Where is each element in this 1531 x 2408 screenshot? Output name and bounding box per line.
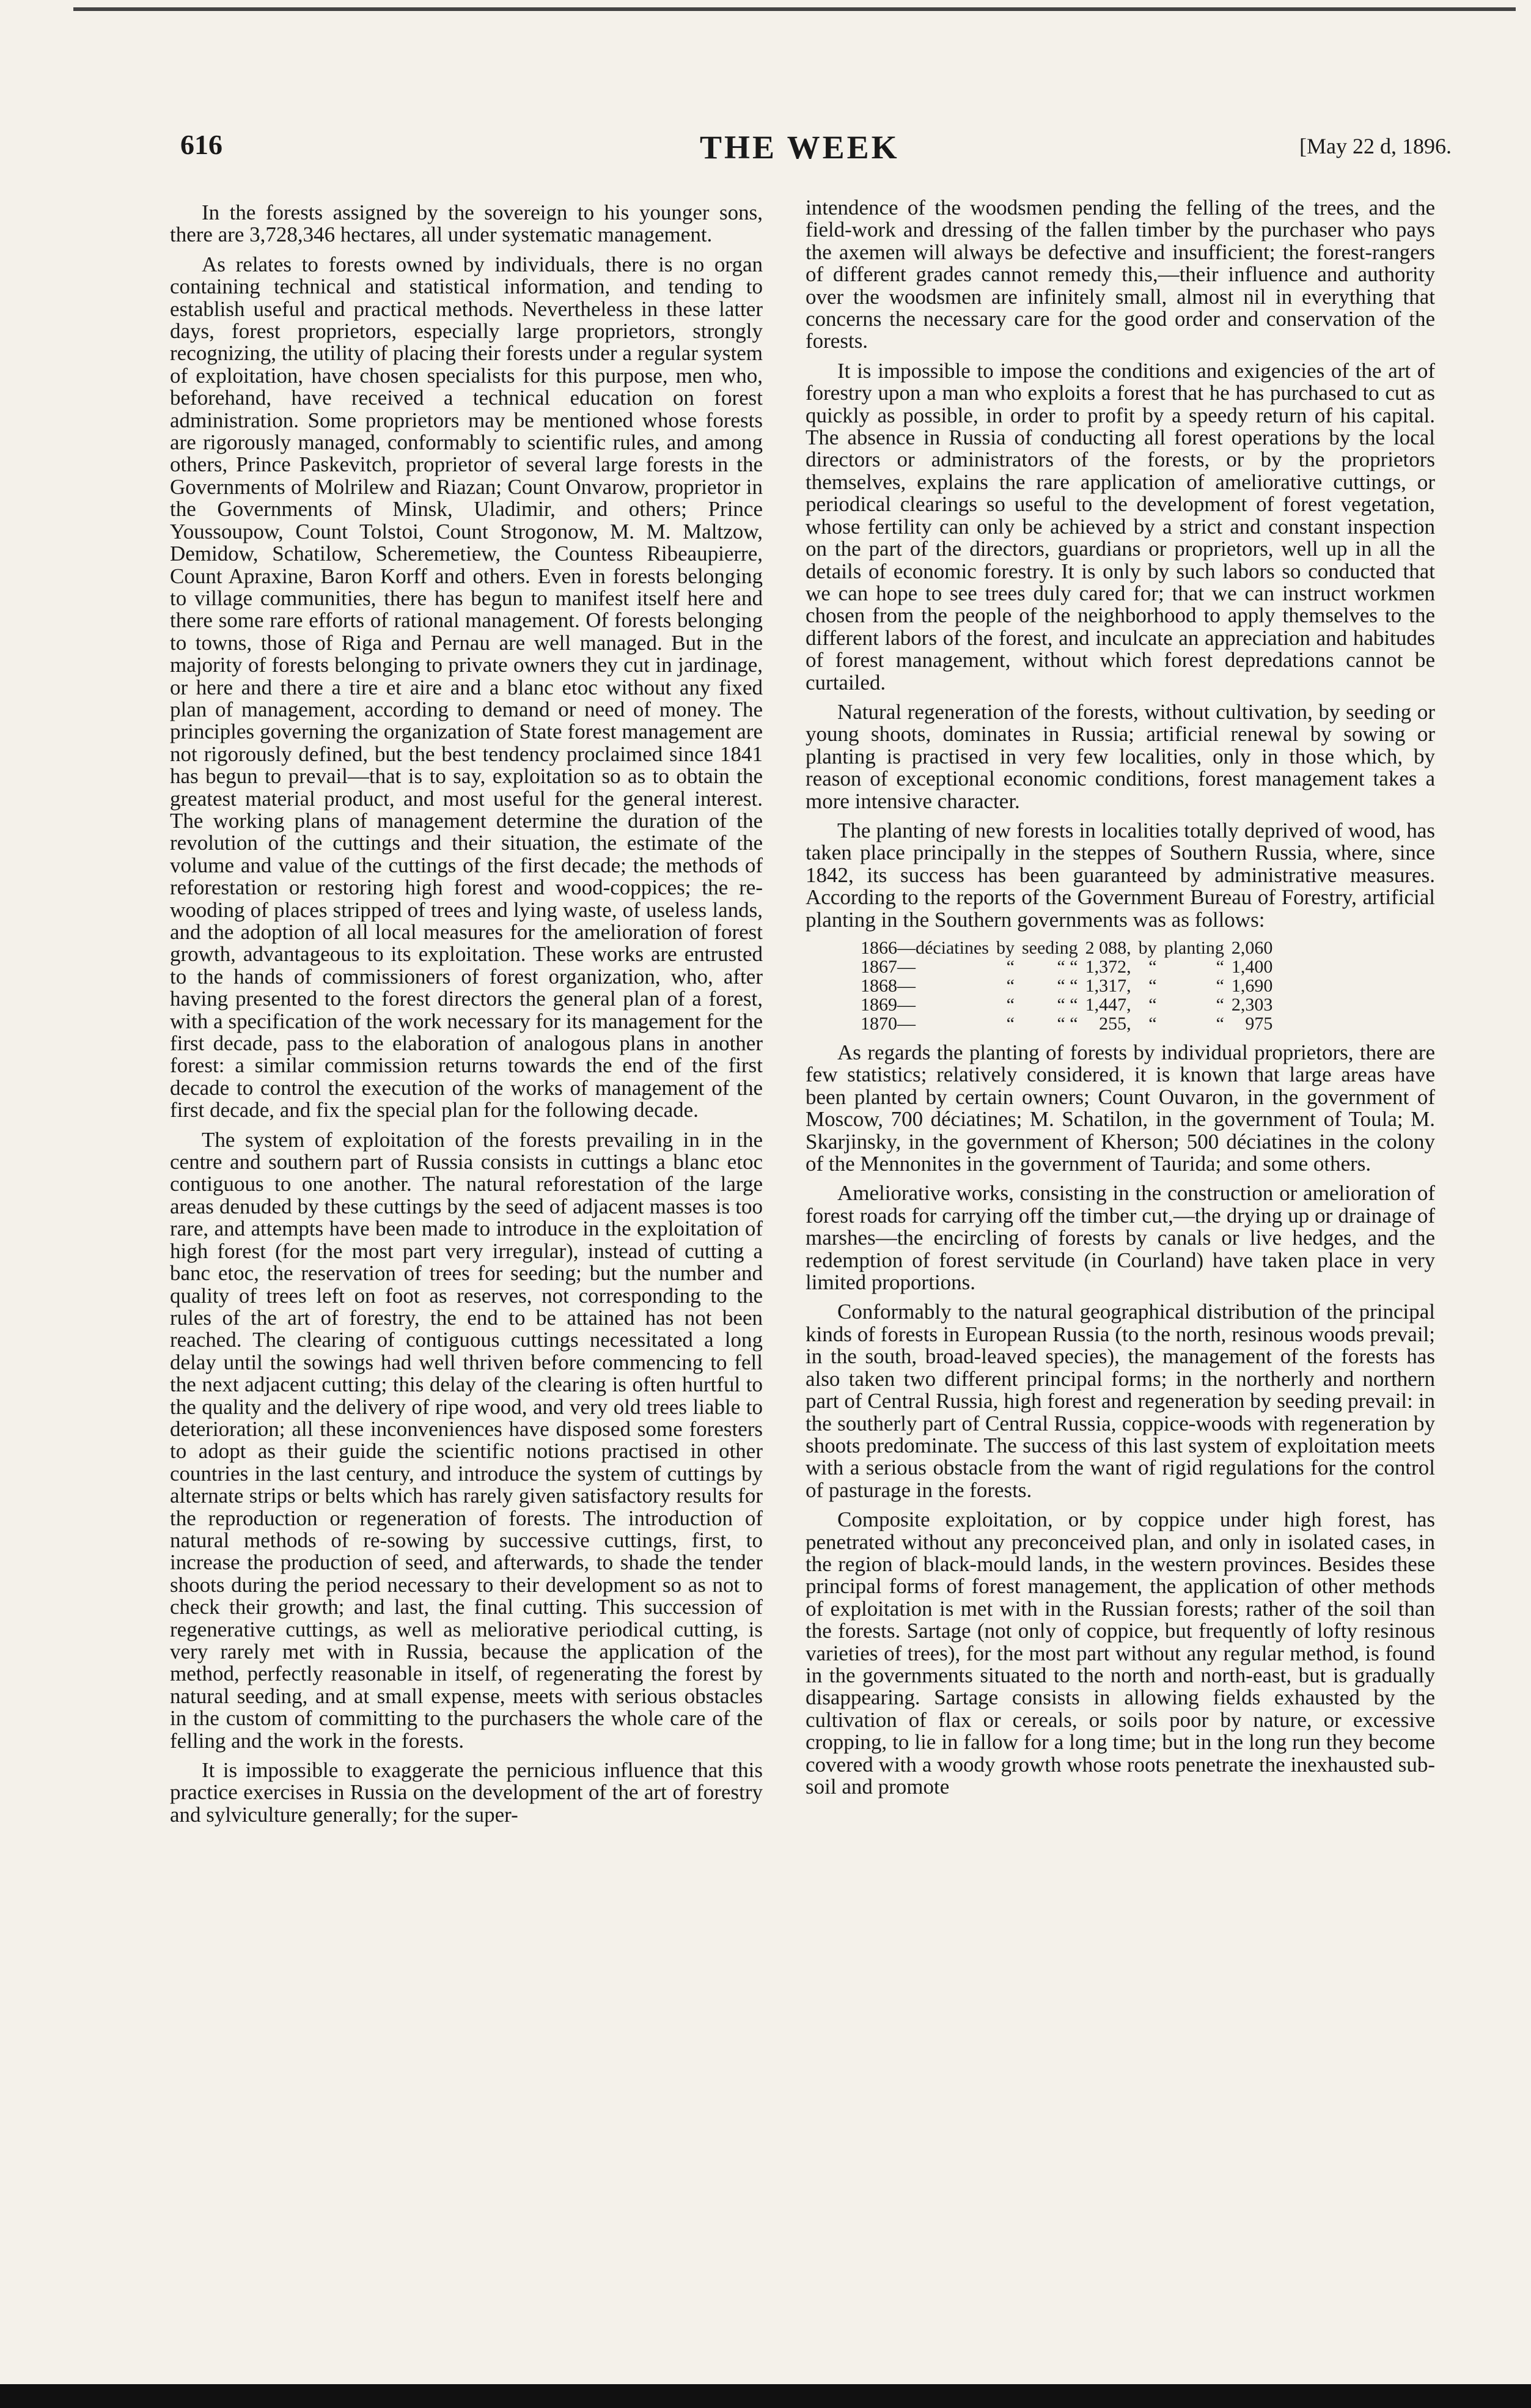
table-cell-plant-val: 2,060 <box>1231 938 1273 958</box>
bottom-scan-edge <box>0 2384 1531 2408</box>
table-cell-seed-val: 255, <box>1099 1014 1131 1034</box>
table-cell-planting: “ <box>1216 976 1224 996</box>
paragraph: As relates to forests owned by individuals, there is no organ containing technical and statistical information, and tending to establish useful and practical methods. Nevertheless in these latter days, forest proprietors, especially large proprietors, strongly recognizing, the utility of placing their forests under a regular system of exploitation, have chosen specialists for this purpose, men who, beforehand, have received a technical education on forest administration. Some proprietors may be mentioned whose forests are rigorously managed, conformably to scientific rules, and among others, Prince Paskevitch, proprietor of several large forests in the Governments of Molrilew and Riazan; Count Onvarow, proprietor in the Governments of Minsk, Uladimir, and others; Prince Youssoupow, Count Tolstoi, Count Strogonow, M. M. Maltzow, Demidow, Schatilow, Scheremetiew, the Countess Ribeaupierre, Count Apraxine, Baron Korff and others. Even in forests belonging to village communities, there has begun to manifest itself here and there some rare efforts of rational management. Of forests belonging to towns, those of Riga and Pernau are well managed. But in the majority of forests belonging to private owners they cut in jardinage, or here and there a tire et aire and a blanc etoc without any fixed plan of management, according to demand or need of money. The principles governing the organization of State forest management are not rigorously defined, but the best tendency proclaimed since 1841 has begun to prevail—that is to say, exploitation so as to obtain the greatest material product, and most useful for the general interest. The working plans of management determine the duration of the revolution of the cuttings and their situation, the estimate of the volume and value of the cuttings of the first decade; the methods of reforestation or restoring high forest and wood-coppices; the re-wooding of places stripped of trees and lying waste, of useless lands, and the adoption of all local measures for the amelioration of forest growth, advantageous to its exploitation. These works are entrusted to the hands of commissioners of forest organization, who, after having presented to the forest directors the general plan of a forest, with a specification of the work necessary for its management for the first decade, pass to the elaboration of analogous plans in another forest: a similar commission returns towards the end of the first decade to control the execution of the works of management of the first decade, and fix the special plan for the following decade. <box>170 252 763 1122</box>
table-row <box>861 938 1280 957</box>
table-row <box>861 995 1280 1014</box>
left-column <box>170 202 763 1833</box>
table-cell-by2: by <box>1138 938 1157 958</box>
paragraph: Natural regeneration of the forests, without cultivation, by seeding or young shoots, dominates in Russia; artificial renewal by sowing or planting is practised in very few localities, only in those which, by reason of exceptional economic conditions, forest management takes a more intensive character. <box>806 699 1435 813</box>
table-cell-by2: “ <box>1148 995 1157 1015</box>
table-cell-seeding: “ “ <box>1057 957 1078 977</box>
paragraph: Composite exploitation, or by coppice under high forest, has penetrated without any preconceived plan, and only in isolated cases, in the region of black-mould lands, in the western provinces. Besides these principal forms of forest management, the application of other methods of exploitation is met with in the Russian forests; rather of the soil than the forests. Sartage (not only of coppice, but frequently of lofty resinous varieties of trees), for the most part without any regular method, is found in the governments situated to the north and north-east, but is gradually disappearing. Sartage consists in allowing fields exhausted by the cultivation of flax or cereals, or soils poor by nature, or excessive cropping, to lie in fallow for a long time; but in the long run they become covered with a woody growth whose roots penetrate the inexhausted sub-soil and promote <box>806 1508 1435 1799</box>
table-cell-by1: “ <box>1006 995 1015 1015</box>
paragraph: It is impossible to exaggerate the pernicious influence that this practice exercises in Russia on the development of the art of forestry and sylviculture generally; for the super- <box>170 1758 763 1827</box>
right-column <box>806 197 1435 1805</box>
table-cell-year: 1870— <box>861 1014 916 1034</box>
table-cell-seed-val: 1,372, <box>1085 957 1131 977</box>
table-cell-planting: “ <box>1216 995 1224 1015</box>
paragraph: Ameliorative works, consisting in the construction or amelioration of forest roads for carrying off the timber cut,—the drying up or drainage of marshes—the encircling of forests by canals or live hedges, and the redemption of forest servitude (in Courland) have taken place in very limited proportions. <box>806 1181 1435 1295</box>
table-cell-planting: “ <box>1216 1014 1224 1034</box>
paragraph: It is impossible to impose the conditions and exigencies of the art of forestry upon a man who exploits a forest that he has purchased to cut as quickly as possible, in order to profit by a speedy return of his capital. The absence in Russia of conducting all forest operations by the local directors or administrators of the forests, or by the proprietors themselves, explains the rare application of ameliorative cuttings, or periodical clearings so useful to the development of forest vegetation, whose fertility can only be achieved by a strict and constant inspection on the part of the directors, guardians or proprietors, well up in all the details of economic forestry. It is only by such labors so conducted that we can hope to see trees duly cared for; that we can instruct workmen chosen from the people of the neighborhood to apply themselves to the different labors of the forest, and inculcate an appreciation and habitudes of forest management, without which forest depredations cannot be curtailed. <box>806 358 1435 694</box>
table-cell-seeding: “ “ <box>1057 1014 1078 1034</box>
page-number: 616 <box>180 129 222 160</box>
table-row <box>861 976 1280 995</box>
table-cell-seed-val: 1,447, <box>1085 995 1131 1015</box>
table-cell-plant-val: 1,400 <box>1231 957 1273 977</box>
table-cell-by2: “ <box>1148 976 1157 996</box>
table-cell-seeding: seeding <box>1021 938 1078 958</box>
paragraph: The system of exploitation of the forests prevailing in in the centre and southern part of Russia consists in cuttings a blanc etoc contiguous to one another. The natural reforestation of the large areas denuded by these cuttings by the seed of adjacent masses is too rare, and attempts have been made to introduce in the exploitation of high forest (for the most part very irregular), instead of cutting a banc etoc, the reservation of trees for seeding; but the number and quality of trees left on foot as reserves, not corresponding to the rules of the art of forestry, the end to be attained has not been reached. The clearing of contiguous cuttings necessitated a long delay until the sowings had well thriven before commencing to fell the next adjacent cutting; this delay of the clearing is often hurtful to the quality and the delivery of ripe wood, and very old trees liable to deterioration; all these inconveniences have disposed some foresters to adopt as their guide the scientific notions practised in other countries in the last century, and introduce the system of cuttings by alternate strips or belts which has rarely given satisfactory results for the reproduction or regeneration of forests. The introduction of natural methods of re-sowing by successive cuttings, first, to increase the production of seed, and afterwards, to shade the tender shoots during the period necessary to their development so as not to check their growth; and last, the final cutting. This succession of regenerative cuttings, as well as meliorative periodical cutting, is very rarely met with in Russia, because the application of the method, perfectly reasonable in itself, of regenerating the forest by natural seeding, and at small expense, meets with serious obstacles in the custom of committing to the purchasers the whole care of the felling and the work in the forests. <box>170 1127 763 1753</box>
paragraph: Conformably to the natural geographical distribution of the principal kinds of forests in European Russia (to the north, resinous woods prevail; in the south, broad-leaved species), the management of the forests has also taken two different principal forms; in the northerly and northern part of Central Russia, high forest and regeneration by seeding prevail: in the southerly part of Central Russia, coppice-woods with regeneration by shoots predominate. The success of this last system of exploitation meets with a serious obstacle from the want of rigid regulations for the control of pasturage in the forests. <box>806 1300 1435 1502</box>
table-cell-seeding: “ “ <box>1057 995 1078 1015</box>
paragraph: intendence of the woodsmen pending the felling of the trees, and the field-work and dressing of the fallen timber by the purchaser who pays the axemen will always be defective and insufficient; the forest-rangers of different grades cannot remedy this,—their influence and authority over the woodsmen are infinitely small, almost nil in everything that concerns the necessary care for the good order and conservation of the forests. <box>806 196 1435 353</box>
table-cell-year: 1868— <box>861 976 916 996</box>
planting-table <box>861 938 1280 1033</box>
table-cell-by1: “ <box>1006 957 1015 977</box>
table-row <box>861 1014 1280 1033</box>
table-cell-by2: “ <box>1148 1014 1157 1034</box>
table-cell-planting: “ <box>1216 957 1224 977</box>
table-cell-by1: “ <box>1006 1014 1015 1034</box>
table-cell-plant-val: 2,303 <box>1231 995 1273 1015</box>
table-row <box>861 957 1280 976</box>
table-cell-by1: “ <box>1006 976 1015 996</box>
table-cell-seeding: “ “ <box>1057 976 1078 996</box>
table-cell-year: 1867— <box>861 957 916 977</box>
issue-date: [May 22 d, 1896. <box>1299 134 1452 158</box>
table-cell-seed-val: 1,317, <box>1085 976 1131 996</box>
table-cell-year: 1869— <box>861 995 916 1015</box>
top-rule <box>73 7 1516 11</box>
table-cell-year: 1866—déciatines <box>861 938 989 958</box>
paragraph: In the forests assigned by the sovereign to his younger sons, there are 3,728,346 hectares, all under systematic management. <box>170 201 763 247</box>
table-cell-seed-val: 2 088, <box>1085 938 1131 958</box>
table-cell-plant-val: 1,690 <box>1231 976 1273 996</box>
page-header <box>180 128 1452 171</box>
paragraph: The planting of new forests in localities totally deprived of wood, has taken place principally in the steppes of Southern Russia, where, since 1842, its success has been guaranteed by administrative measures. According to the reports of the Government Bureau of Forestry, artificial planting in the Southern governments was as follows: <box>806 818 1435 932</box>
table-cell-planting: planting <box>1164 938 1224 958</box>
table-cell-by1: by <box>996 938 1015 958</box>
journal-title: THE WEEK <box>700 129 900 166</box>
paragraph: As regards the planting of forests by individual proprietors, there are few statistics; relatively considered, it is known that large areas have been planted by certain owners; Count Ouvaron, in the government of Moscow, 700 déciatines; M. Schatilon, in the government of Toula; M. Skarjinsky, in the government of Kherson; 500 déciatines in the colony of the Mennonites in the government of Taurida; and some others. <box>806 1040 1435 1176</box>
table-cell-plant-val: 975 <box>1245 1014 1273 1034</box>
table-cell-by2: “ <box>1148 957 1157 977</box>
